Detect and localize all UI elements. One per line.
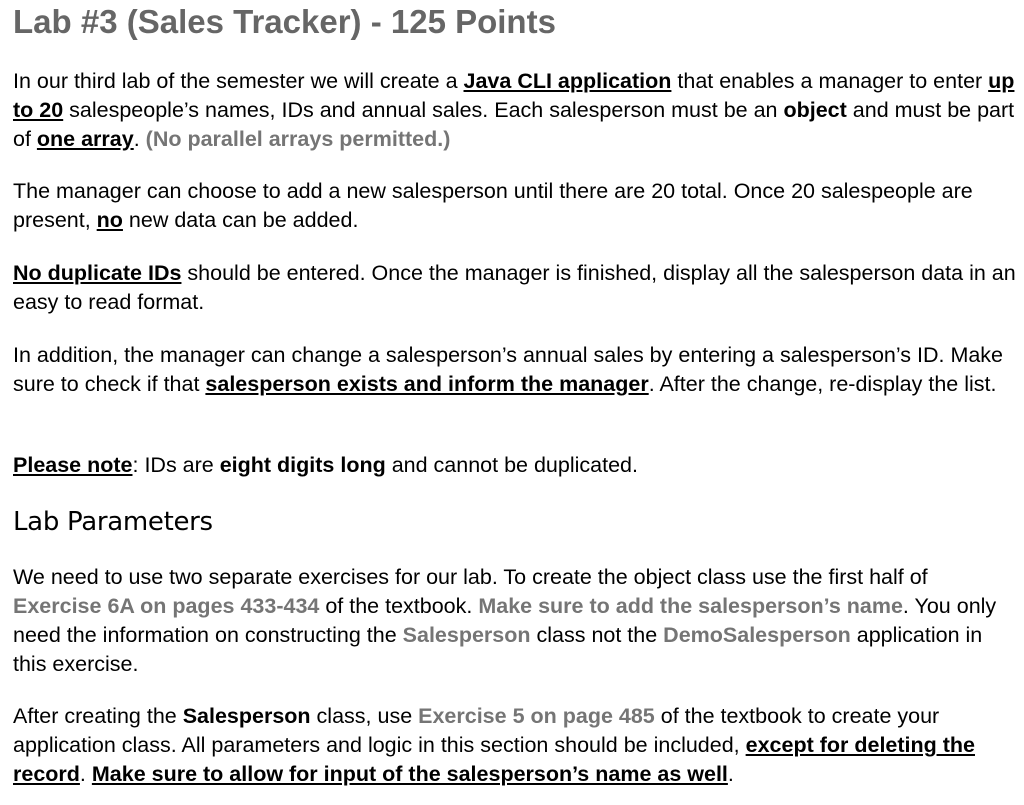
reference-exercise-5: Exercise 5 on page 485 — [418, 704, 655, 728]
paragraph-limit — [13, 177, 1018, 235]
paragraph-change-sales — [13, 341, 1018, 399]
text: In addition, the manager can change a salesperson’s annual sales by entering a salesperson’s ID. Make sure to check if that — [13, 343, 1004, 396]
paragraph-please-note — [13, 451, 1018, 480]
emphasis-input-name: Make sure to allow for input of the salesperson’s name as well — [91, 762, 728, 786]
text: The manager can choose to add a new salesperson until there are 20 total. Once 20 salespeople are present, — [13, 179, 973, 232]
emphasis-salesperson-exists: salesperson exists and inform the manager — [205, 372, 649, 396]
emphasis-except-deleting: except for deleting the record — [13, 733, 975, 786]
text: . You only need the information on constructing the — [13, 594, 997, 647]
emphasis-eight-digits: eight digits long — [219, 453, 386, 477]
paragraph-application-class — [13, 702, 1018, 789]
text: new data can be added. — [122, 208, 359, 232]
document-title: Lab #3 (Sales Tracker) - 125 Points — [13, 3, 556, 40]
text: After creating the — [13, 704, 183, 728]
emphasis-object: object — [783, 98, 847, 122]
class-name-demosalesperson: DemoSalesperson — [663, 623, 851, 647]
text: . — [79, 762, 92, 786]
emphasis-up-to-20: up to 20 — [13, 69, 1015, 122]
note-no-parallel-arrays: (No parallel arrays permitted.) — [145, 127, 451, 151]
text: that enables a manager to enter — [671, 69, 989, 93]
text: of the textbook to create your application class. All parameters and logic in this section should be included, — [13, 704, 940, 757]
text: . — [133, 127, 146, 151]
reference-exercise-6a: Exercise 6A on pages 433-434 — [13, 594, 320, 618]
text: class, use — [310, 704, 419, 728]
emphasis-one-array: one array — [36, 127, 134, 151]
emphasis-java-cli: Java CLI application — [463, 69, 672, 93]
paragraph-intro — [13, 67, 1018, 154]
text: of the textbook. — [319, 594, 479, 618]
text: : IDs are — [132, 453, 220, 477]
paragraph-duplicates — [13, 259, 1018, 317]
section-heading-lab-parameters: Lab Parameters — [13, 507, 213, 537]
note-add-name: Make sure to add the salesperson’s name — [478, 594, 903, 618]
text: We need to use two separate exercises for our lab. To create the object class use the first half of — [13, 565, 928, 589]
text: class not the — [530, 623, 664, 647]
text: and must be part of — [13, 98, 1015, 151]
text: should be entered. Once the manager is finished, display all the salesperson data in an easy to read format. — [13, 261, 1016, 314]
text: In our third lab of the semester we will create a — [13, 69, 464, 93]
paragraph-exercises — [13, 563, 1018, 679]
text: salespeople’s names, IDs and annual sales. Each salesperson must be an — [63, 98, 784, 122]
emphasis-no-duplicate-ids: No duplicate IDs — [13, 261, 182, 285]
text: application in this exercise. — [13, 623, 983, 676]
class-name-salesperson: Salesperson — [182, 704, 311, 728]
text: . After the change, re-display the list. — [648, 372, 997, 396]
text: . — [727, 762, 734, 786]
class-name-salesperson: Salesperson — [402, 623, 531, 647]
emphasis-no: no — [96, 208, 123, 232]
text: and cannot be duplicated. — [385, 453, 638, 477]
emphasis-please-note: Please note — [13, 453, 133, 477]
